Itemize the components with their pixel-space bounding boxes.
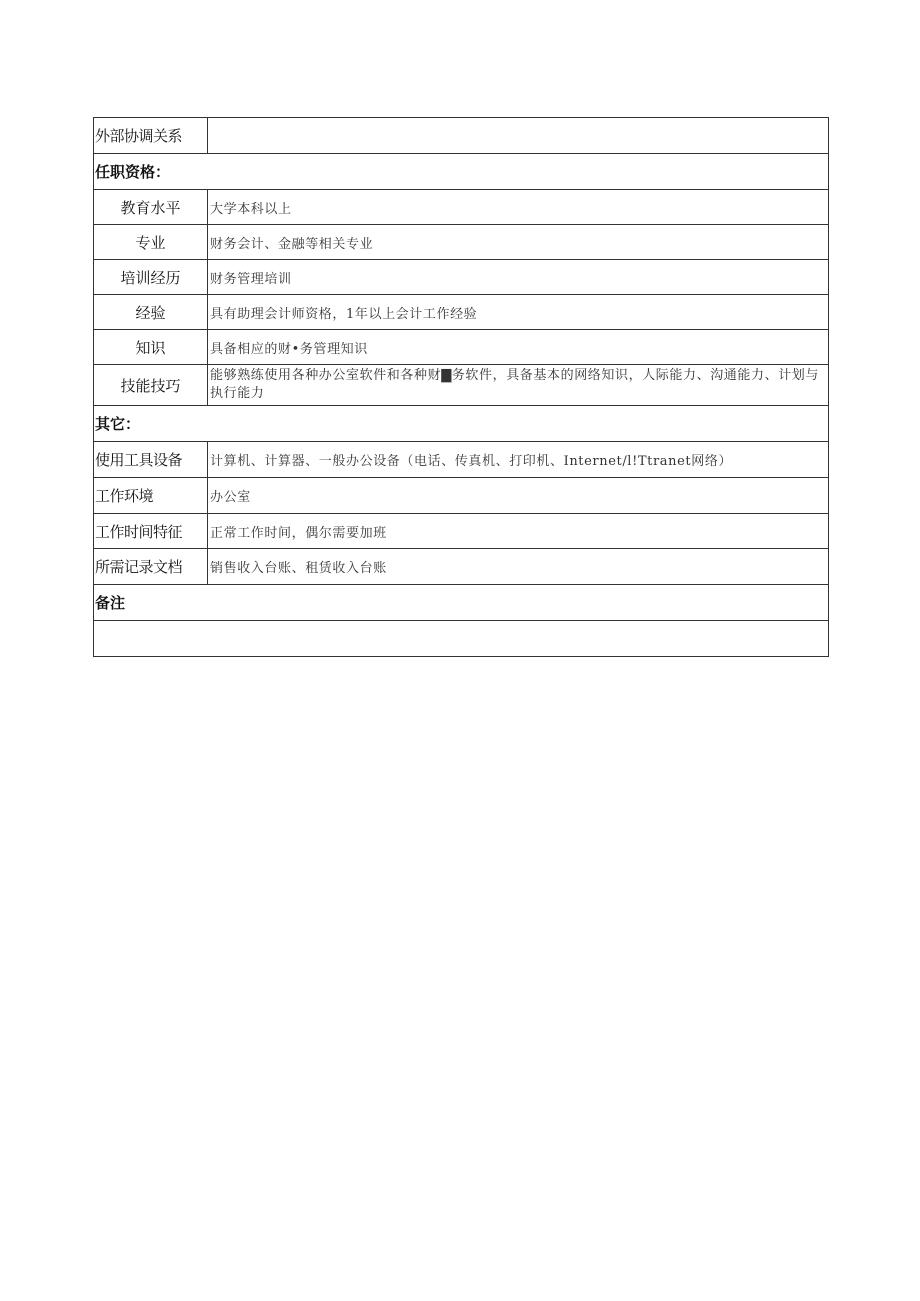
- qualifications-heading: 任职资格：: [94, 154, 829, 190]
- experience-label: 经验: [94, 295, 208, 330]
- external-coordination-value: [208, 118, 829, 154]
- row-training: [94, 260, 829, 295]
- records-label: 所需记录文档: [94, 549, 208, 585]
- education-label: 教育水平: [94, 190, 208, 225]
- tools-value: 计算机、计算器、一般办公设备（电话、传真机、打印机、Internet/l!Ttranet网络）: [208, 442, 829, 478]
- row-qualifications-heading: [94, 154, 829, 190]
- knowledge-label: 知识: [94, 330, 208, 365]
- row-remarks-heading: [94, 585, 829, 621]
- row-records: [94, 549, 829, 585]
- skills-value: 能够熟练使用各种办公室软件和各种财▇务软件，具备基本的网络知识，人际能力、沟通能力、计划与执行能力: [208, 365, 829, 406]
- remarks-heading: 备注: [94, 585, 829, 621]
- row-tools: [94, 442, 829, 478]
- tools-label: 使用工具设备: [94, 442, 208, 478]
- skills-label: 技能技巧: [94, 365, 208, 406]
- row-education: [94, 190, 829, 225]
- remarks-content: [94, 621, 829, 657]
- row-skills: [94, 365, 829, 406]
- row-other-heading: [94, 406, 829, 442]
- knowledge-value: 具备相应的财•务管理知识: [208, 330, 829, 365]
- row-external-coordination: [94, 118, 829, 154]
- row-remarks-content: [94, 621, 829, 657]
- row-experience: [94, 295, 829, 330]
- row-schedule: [94, 514, 829, 549]
- training-label: 培训经历: [94, 260, 208, 295]
- row-knowledge: [94, 330, 829, 365]
- major-label: 专业: [94, 225, 208, 260]
- environment-label: 工作环境: [94, 478, 208, 514]
- education-value: 大学本科以上: [208, 190, 829, 225]
- schedule-value: 正常工作时间，偶尔需要加班: [208, 514, 829, 549]
- external-coordination-label: 外部协调关系: [94, 118, 208, 154]
- records-value: 销售收入台账、租赁收入台账: [208, 549, 829, 585]
- major-value: 财务会计、金融等相关专业: [208, 225, 829, 260]
- job-description-table: [93, 117, 829, 657]
- other-heading: 其它：: [94, 406, 829, 442]
- training-value: 财务管理培训: [208, 260, 829, 295]
- environment-value: 办公室: [208, 478, 829, 514]
- experience-value: 具有助理会计师资格，1年以上会计工作经验: [208, 295, 829, 330]
- row-environment: [94, 478, 829, 514]
- schedule-label: 工作时间特征: [94, 514, 208, 549]
- row-major: [94, 225, 829, 260]
